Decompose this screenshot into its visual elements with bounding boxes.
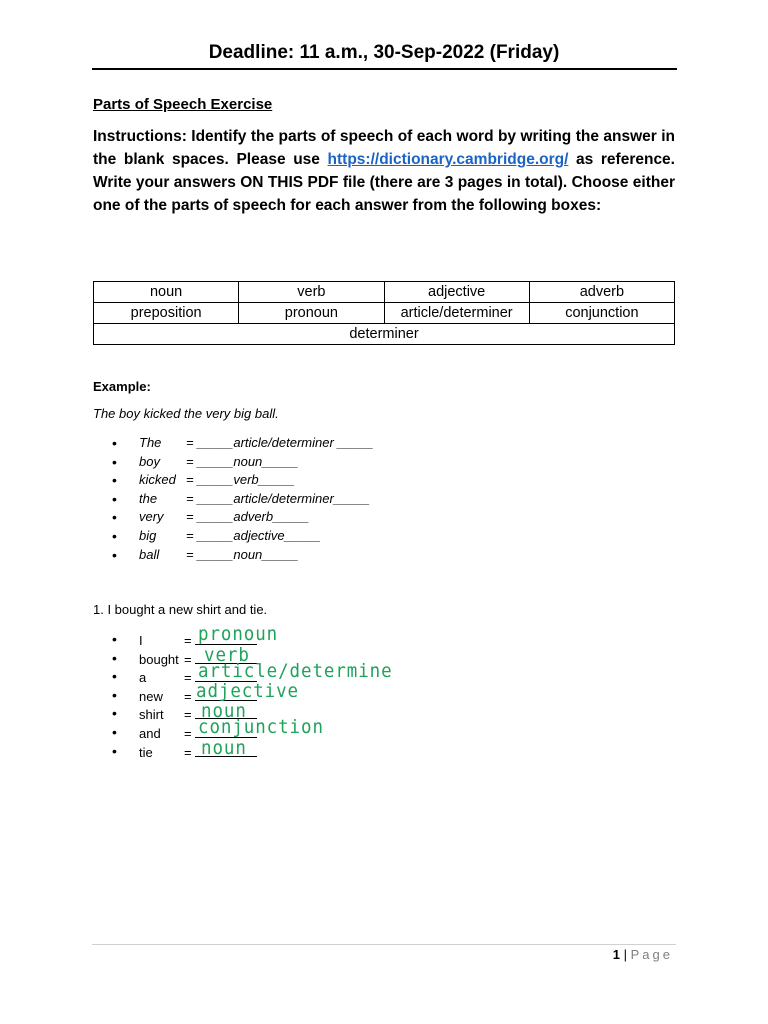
example-answer: = _____adverb_____: [186, 509, 310, 525]
cambridge-dictionary-link[interactable]: https://dictionary.cambridge.org/: [327, 151, 569, 168]
list-item: • bought =: [112, 649, 257, 668]
handwritten-answer: pronoun: [198, 623, 279, 645]
table-cell: noun: [94, 282, 239, 303]
question-word: new: [139, 688, 163, 704]
question-word: bought: [139, 651, 179, 667]
table-cell: conjunction: [529, 303, 674, 324]
example-word: big: [139, 527, 157, 543]
handwritten-answer: article/determine: [198, 660, 393, 682]
list-item: • and =: [112, 723, 257, 742]
example-word: the: [139, 490, 158, 506]
table-cell: adverb: [529, 282, 674, 303]
example-word: very: [139, 509, 164, 525]
table-cell: verb: [239, 282, 384, 303]
table-cell: pronoun: [239, 303, 384, 324]
table-row: [94, 282, 675, 303]
parts-of-speech-table: [93, 281, 675, 345]
list-item: • new =: [112, 686, 257, 705]
table-cell: adjective: [384, 282, 529, 303]
example-word: The: [139, 435, 162, 450]
list-item: • shirt =: [112, 704, 257, 723]
example-answer: = _____verb_____: [186, 472, 295, 488]
list-item: [112, 434, 374, 453]
list-item: • a =: [112, 667, 257, 686]
instructions-text-start: Instructions: Identify the parts of speech of each word by writing the answer in the blank spaces. Please use: [93, 128, 675, 168]
table-row: [94, 303, 675, 324]
handwritten-answer: noun: [201, 737, 247, 759]
example-answer: = _____adjective_____: [186, 527, 321, 543]
footer-separator: |: [623, 947, 627, 962]
table-row: [94, 324, 675, 345]
section-title: Parts of Speech Exercise: [93, 96, 273, 113]
list-item: • I =: [112, 630, 257, 649]
handwritten-answer: noun: [201, 700, 247, 722]
instructions-text-end: as reference. Write your answers ON THIS PDF file (there are 3 pages in total). Choose either one of the parts of speech for each answer from the following boxes:: [93, 151, 675, 214]
example-word: kicked: [139, 472, 176, 488]
question-word: a: [139, 670, 147, 686]
question-word: I: [139, 633, 143, 648]
page-label: Page: [630, 947, 673, 962]
table-cell: determiner: [94, 324, 675, 345]
table-cell: article/determiner: [384, 303, 529, 324]
handwritten-answer: verb: [204, 644, 250, 666]
example-answer-list: [112, 434, 374, 564]
example-answer: = _____article/determiner _____: [186, 435, 374, 450]
example-answer: = _____noun_____: [186, 546, 299, 562]
list-item: • tie =: [112, 742, 257, 761]
question-word: shirt: [139, 707, 164, 723]
instructions-paragraph: [93, 125, 675, 217]
handwritten-answer: adjective: [196, 680, 299, 702]
page-number: 1: [612, 947, 620, 962]
question-1-title: 1. I bought a new shirt and tie.: [93, 602, 268, 617]
list-item: [112, 546, 374, 565]
example-word: ball: [139, 546, 160, 562]
question-word: and: [139, 725, 161, 741]
handwritten-answer: conjunction: [198, 716, 324, 738]
example-label: Example:: [93, 379, 151, 394]
example-sentence: The boy kicked the very big ball.: [93, 406, 279, 421]
list-item: [112, 490, 374, 509]
example-answer: = _____noun_____: [186, 453, 299, 469]
question-word: tie: [139, 744, 153, 760]
list-item: [112, 508, 374, 527]
table-cell: preposition: [94, 303, 239, 324]
list-item: [112, 453, 374, 472]
list-item: [112, 471, 374, 490]
page-footer: [613, 947, 673, 962]
header-divider: [92, 68, 677, 70]
deadline-heading: Deadline: 11 a.m., 30-Sep-2022 (Friday): [208, 42, 560, 63]
footer-divider: [92, 944, 676, 945]
list-item: [112, 527, 374, 546]
example-word: boy: [139, 453, 160, 469]
example-answer: = _____article/determiner_____: [186, 490, 370, 506]
